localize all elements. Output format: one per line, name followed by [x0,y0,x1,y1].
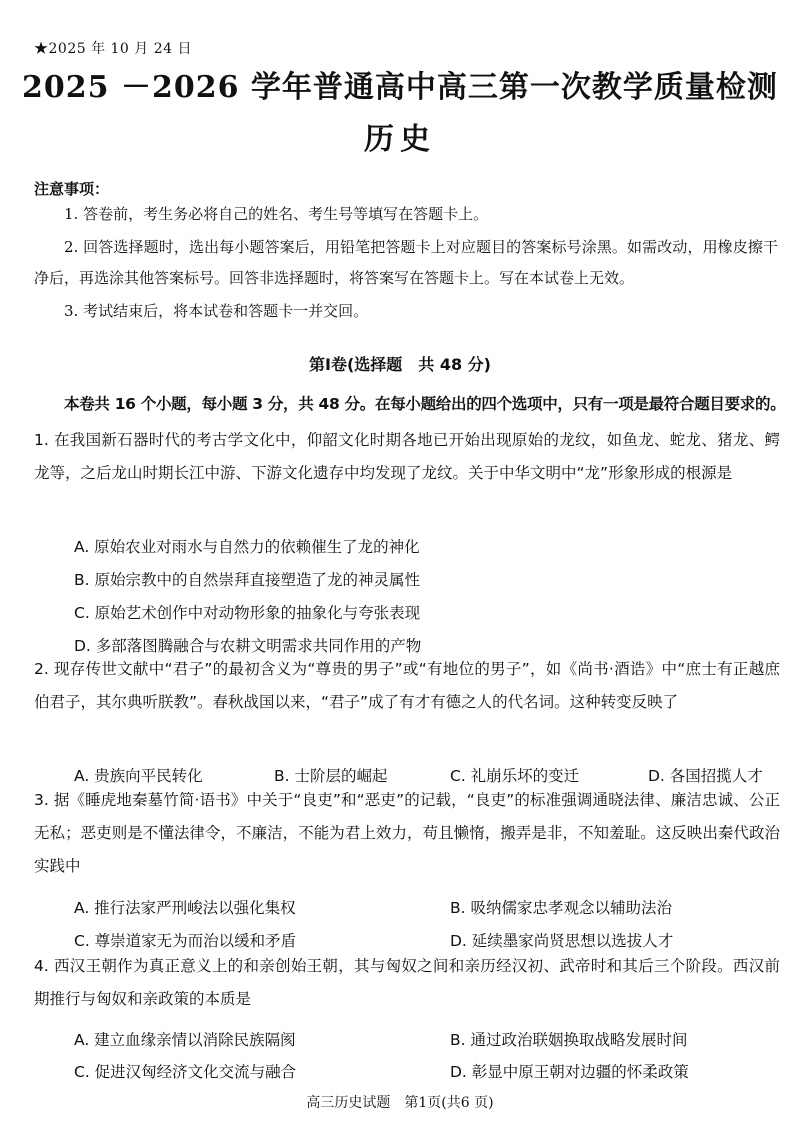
question-2-option-c: C. 礼崩乐坏的变迁 [450,767,580,785]
exam-date: ★2025 年 10 月 24 日 [34,41,193,57]
question-2-stem: 2. 现存传世文献中“君子”的最初含义为“尊贵的男子”或“有地位的男子”，如《尚书·酒诰》中“庶士有正越庶伯君子，其尔典听朕教”。春秋战国以来，“君子”成了有才有德之人的代名词。这种转变反映了 [34,660,780,711]
section-heading: 第Ⅰ卷(选择题 共 48 分) [309,355,491,374]
question-4-option-b: B. 通过政治联姻换取战略发展时间 [450,1031,688,1049]
notice-item-1: 1. 答卷前，考生务必将自己的姓名、考生号等填写在答题卡上。 [64,205,489,223]
question-2-option-d: D. 各国招揽人才 [648,767,763,785]
question-1-option-c: C. 原始艺术创作中对动物形象的抽象化与夸张表现 [74,604,421,622]
notice-item-3: 3. 考试结束后，将本试卷和答题卡一并交回。 [64,302,369,320]
question-3-option-a: A. 推行法家严刑峻法以强化集权 [74,899,296,917]
question-4-stem: 4. 西汉王朝作为真正意义上的和亲创始王朝，其与匈奴之间和亲历经汉初、武帝时和其后三个阶段。西汉前期推行与匈奴和亲政策的本质是 [34,957,780,1008]
page-footer: 高三历史试题 第1页(共6 页) [306,1095,494,1111]
subject-title: 历史 [364,122,436,157]
question-1-stem: 1. 在我国新石器时代的考古学文化中，仰韶文化时期各地已开始出现原始的龙纹，如鱼龙、蛇龙、猪龙、鳄龙等，之后龙山时期长江中游、下游文化遗存中均发现了龙纹。关于中华文明中“龙”形象形成的根源是 [34,431,780,482]
section-intro: 本卷共 16 个小题，每小题 3 分，共 48 分。在每小题给出的四个选项中，只有一项是最符合题目要求的。 [64,395,786,413]
notice-heading: 注意事项： [34,180,110,198]
question-1-option-a: A. 原始农业对雨水与自然力的依赖催生了龙的神化 [74,538,420,556]
question-4-option-d: D. 彰显中原王朝对边疆的怀柔政策 [450,1063,689,1081]
question-3-option-b: B. 吸纳儒家忠孝观念以辅助法治 [450,899,672,917]
question-3-option-d: D. 延续墨家尚贤思想以选拔人才 [450,932,674,950]
question-2-option-a: A. 贵族向平民转化 [74,767,203,785]
question-2-option-b: B. 士阶层的崛起 [274,767,388,785]
question-3-stem: 3. 据《睡虎地秦墓竹简·语书》中关于“良吏”和“恶吏”的记载，“良吏”的标准强调通晓法律、廉洁忠诚、公正无私；恶吏则是不懂法律令，不廉洁，不能为君上效力，苟且懒惰，搬弄是非，不知羞耻。这反映出秦代政治实践中 [34,791,780,875]
exam-title: 2025 －2026 学年普通高中高三第一次教学质量检测 [22,70,778,105]
question-1-option-b: B. 原始宗教中的自然崇拜直接塑造了龙的神灵属性 [74,571,420,589]
notice-item-2: 2. 回答选择题时，选出每小题答案后，用铅笔把答题卡上对应题目的答案标号涂黑。如需改动，用橡皮擦干净后，再选涂其他答案标号。回答非选择题时，将答案写在答题卡上。写在本试卷上无效。 [34,238,778,287]
question-3-option-c: C. 尊崇道家无为而治以缓和矛盾 [74,932,297,950]
question-4-option-c: C. 促进汉匈经济文化交流与融合 [74,1063,297,1081]
question-1-option-d: D. 多部落图腾融合与农耕文明需求共同作用的产物 [74,637,422,655]
question-4-option-a: A. 建立血缘亲情以消除民族隔阂 [74,1031,296,1049]
